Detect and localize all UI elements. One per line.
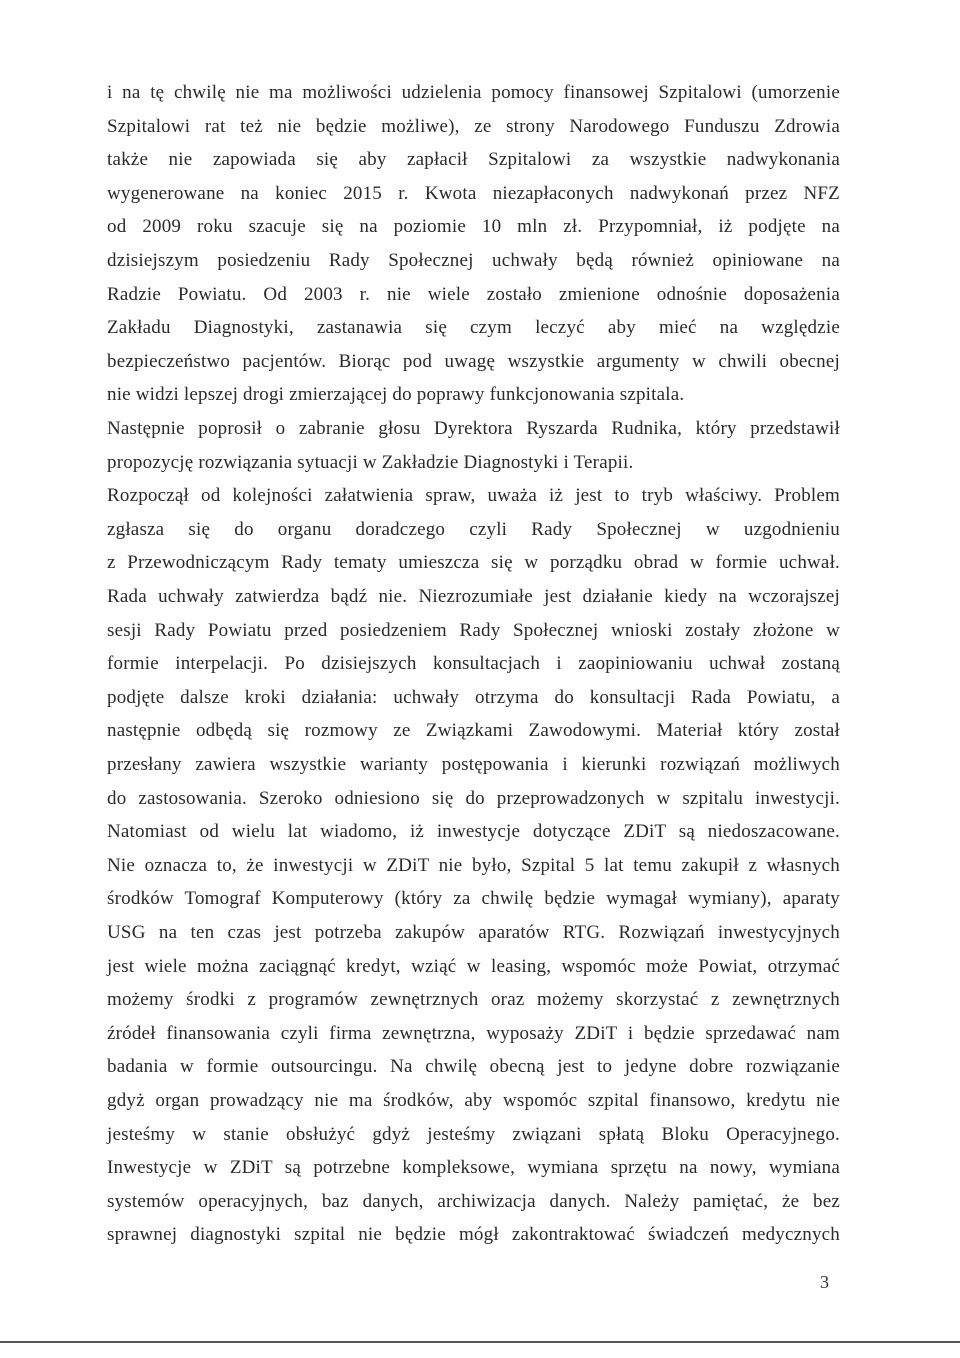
text-line: Radzie Powiatu. Od 2003 r. nie wiele zostało zmienione odnośnie doposażenia — [107, 283, 840, 305]
text-line: Zakładu Diagnostyki, zastanawia się czym leczyć aby mieć na względzie — [107, 317, 840, 339]
text-line: podjęte dalsze kroki działania: uchwały otrzyma do konsultacji Rada Powiatu, a — [107, 686, 840, 708]
page-number: 3 — [820, 1272, 829, 1292]
text-line: Następnie poprosił o zabranie głosu Dyrektora Ryszarda Rudnika, który przedstawił — [107, 418, 840, 439]
text-line: sesji Rady Powiatu przed posiedzeniem Rady Społecznej wnioski zostały złożone w — [107, 619, 840, 641]
text-line: Natomiast od wielu lat wiadomo, iż inwestycje dotyczące ZDiT są niedoszacowane. — [107, 821, 840, 843]
text-line: sprawnej diagnostyki szpital nie będzie mógł zakontraktować świadczeń medycznych — [107, 1224, 840, 1246]
text-line: jesteśmy w stanie obsłużyć gdyż jesteśmy związani spłatą Bloku Operacyjnego. — [107, 1123, 840, 1145]
text-line: Inwestycje w ZDiT są potrzebne kompleksowe, wymiana sprzętu na nowy, wymiana — [107, 1157, 840, 1179]
text-line: wygenerowane na koniec 2015 r. Kwota niezapłaconych nadwykonań przez NFZ — [107, 182, 840, 204]
text-line: bezpieczeństwo pacjentów. Biorąc pod uwagę wszystkie argumenty w chwili obecnej — [107, 350, 840, 372]
text-line: przesłany zawiera wszystkie warianty postępowania i kierunki rozwiązań możliwych — [107, 754, 840, 775]
text-line: USG na ten czas jest potrzeba zakupów aparatów RTG. Rozwiązań inwestycyjnych — [107, 922, 840, 943]
text-line: i na tę chwilę nie ma możliwości udzielenia pomocy finansowej Szpitalowi (umorzenie — [107, 82, 840, 103]
text-line: badania w formie outsourcingu. Na chwilę obecną jest to jedyne dobre rozwiązanie — [107, 1056, 840, 1078]
text-line: zgłasza się do organu doradczego czyli Rady Społecznej w uzgodnieniu — [107, 518, 840, 540]
text-line: źródeł finansowania czyli firma zewnętrzna, wyposaży ZDiT i będzie sprzedawać nam — [107, 1022, 840, 1044]
text-line: Rada uchwały zatwierdza bądź nie. Niezrozumiałe jest działanie kiedy na wczorajszej — [107, 586, 840, 607]
text-line: gdyż organ prowadzący nie ma środków, aby wspomóc szpital finansowo, kredytu nie — [107, 1090, 840, 1111]
text-line: środków Tomograf Komputerowy (który za chwilę będzie wymagał wymiany), aparaty — [107, 888, 840, 910]
text-line: dzisiejszym posiedzeniu Rady Społecznej uchwały będą również opiniowane na — [107, 250, 840, 271]
text-line: nie widzi lepszej drogi zmierzającej do poprawy funkcjonowania szpitala. — [107, 384, 685, 406]
bottom-divider — [0, 1341, 960, 1343]
text-line: formie interpelacji. Po dzisiejszych konsultacjach i zaopiniowaniu uchwał zostaną — [107, 653, 840, 675]
text-line: jest wiele można zaciągnąć kredyt, wziąć w leasing, wspomóc może Powiat, otrzymać — [107, 955, 840, 977]
text-line: Rozpoczął od kolejności załatwienia spraw, uważa iż jest to tryb właściwy. Problem — [107, 485, 840, 507]
text-line: możemy środki z programów zewnętrznych oraz możemy skorzystać z zewnętrznych — [107, 989, 840, 1011]
text-line: następnie odbędą się rozmowy ze Związkami Zawodowymi. Materiał który został — [107, 720, 840, 742]
text-line: z Przewodniczącym Rady tematy umieszcza się w porządku obrad w formie uchwał. — [107, 552, 840, 574]
text-line: od 2009 roku szacuje się na poziomie 10 mln zł. Przypomniał, iż podjęte na — [107, 216, 840, 238]
text-line: systemów operacyjnych, baz danych, archiwizacja danych. Należy pamiętać, że bez — [107, 1190, 840, 1212]
text-line: także nie zapowiada się aby zapłacił Szpitalowi za wszystkie nadwykonania — [107, 149, 840, 171]
text-line: Nie oznacza to, że inwestycji w ZDiT nie było, Szpital 5 lat temu zakupił z własnych — [107, 854, 840, 876]
text-line: do zastosowania. Szeroko odniesiono się do przeprowadzonych w szpitalu inwestycji. — [107, 787, 840, 809]
text-line: propozycję rozwiązania sytuacji w Zakładzie Diagnostyki i Terapii. — [107, 451, 634, 473]
text-line: Szpitalowi rat też nie będzie możliwe), ze strony Narodowego Funduszu Zdrowia — [107, 115, 840, 137]
